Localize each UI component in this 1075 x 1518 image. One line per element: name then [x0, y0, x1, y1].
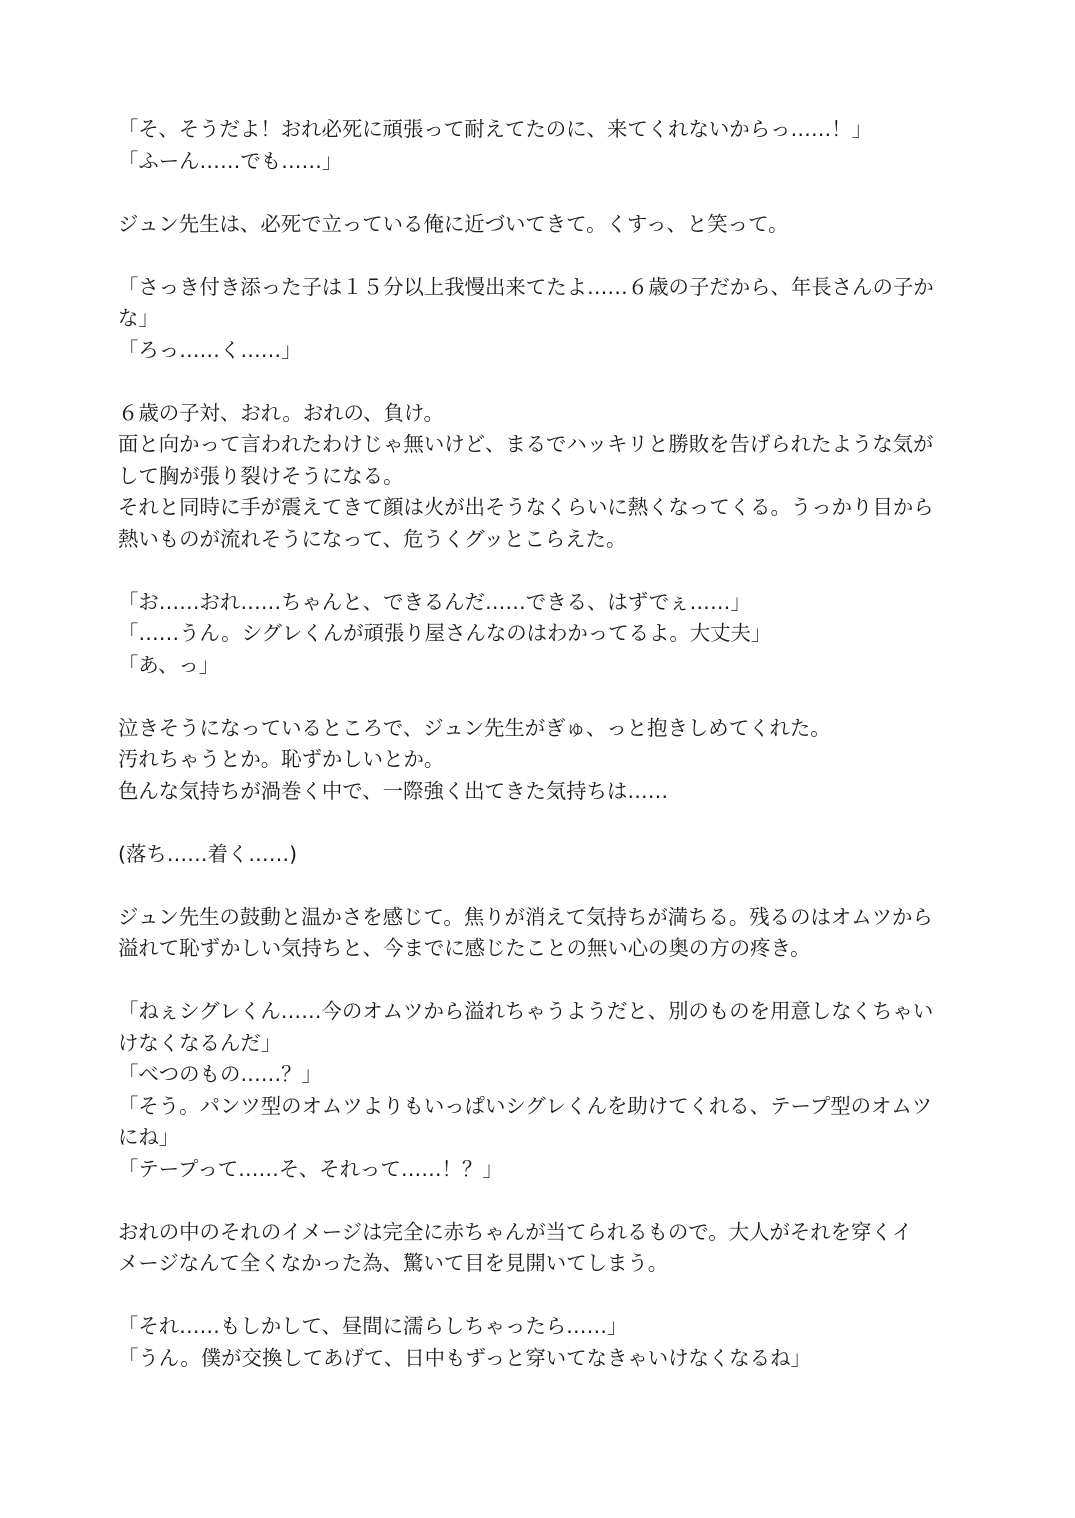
text-line: 「……うん。シグレくんが頑張り屋さんなのはわかってるよ。大丈夫」	[118, 621, 772, 645]
text-line: ６歳の子対、おれ。おれの、負け。	[118, 400, 444, 425]
blank-line	[118, 1280, 958, 1312]
text-line: 「うん。僕が交換してあげて、日中もずっと穿いてなきゃいけなくなるね」	[118, 1345, 811, 1370]
blank-line	[118, 1185, 958, 1217]
text-line: おれの中のそれのイメージは完全に赤ちゃんが当てられるもので。大人がそれを穿くイ	[118, 1219, 913, 1244]
text-line: な」	[118, 306, 159, 330]
text-line: 溢れて恥ずかしい気持ちと、今までに感じたことの無い心の奥の方の疼き。	[118, 936, 811, 960]
blank-line	[118, 240, 958, 272]
text-line: 「ろっ……く……」	[118, 337, 302, 362]
text-line: 「あ、っ」	[118, 652, 220, 677]
blank-line	[118, 177, 958, 209]
text-line: けなくなるんだ」	[118, 1030, 282, 1055]
blank-line	[118, 870, 958, 902]
text-line: メージなんて全くなかった為、驚いて目を見開いてしまう。	[118, 1251, 669, 1275]
text-line: にね」	[118, 1125, 180, 1149]
text-line: 「お……おれ……ちゃんと、できるんだ……できる、はずでぇ……」	[118, 589, 751, 614]
blank-line	[118, 555, 958, 587]
text-line: 「ふーん……でも……」	[118, 148, 343, 173]
text-line: 「さっき付き添った子は１５分以上我慢出来てたよ……６歳の子だから、年長さんの子か	[118, 274, 934, 299]
text-line: 「それ……もしかして、昼間に濡らしちゃったら……」	[118, 1314, 628, 1338]
text-line: 「ねぇシグレくん……今のオムツから溢れちゃうようだと、別のものを用意しなくちゃい	[118, 999, 934, 1023]
text-line: ジュン先生は、必死で立っている俺に近づいてきて。くすっ、と笑って。	[118, 211, 789, 236]
text-line: 「そう。パンツ型のオムツよりもいっぱいシグレくんを助けてくれる、テープ型のオムツ	[118, 1093, 933, 1118]
blank-line	[118, 807, 958, 839]
text-line: 汚れちゃうとか。恥ずかしいとか。	[118, 747, 445, 771]
blank-line	[118, 965, 958, 997]
text-line: 熱いものが流れそうになって、危うくグッとこらえた。	[118, 526, 627, 551]
text-line: 面と向かって言われたわけじゃ無いけど、まるでハッキリと勝敗を告げられたような気が	[118, 432, 934, 456]
document-body	[118, 114, 958, 1374]
text-line: 「テープって……そ、それって……！？」	[118, 1156, 503, 1181]
text-line: して胸が張り裂けそうになる。	[118, 463, 404, 488]
text-line: 「べつのもの……？」	[118, 1062, 322, 1086]
text-line: 「そ、そうだよ！おれ必死に頑張って耐えてたのに、来てくれないからっ……！」	[118, 117, 873, 141]
blank-line	[118, 681, 958, 713]
text-line: ジュン先生の鼓動と温かさを感じて。焦りが消えて気持ちが満ちる。残るのはオムツから	[118, 904, 933, 929]
text-line: (落ち……着く……)	[118, 841, 298, 866]
text-line: 泣きそうになっているところで、ジュン先生がぎゅ、っと抱きしめてくれた。	[118, 715, 831, 740]
blank-line	[118, 366, 958, 398]
text-line: 色んな気持ちが渦巻く中で、一際強く出てきた気持ちは……	[118, 778, 669, 803]
text-line: それと同時に手が震えてきて顔は火が出そうなくらいに熱くなってくる。うっかり目から	[118, 495, 934, 519]
